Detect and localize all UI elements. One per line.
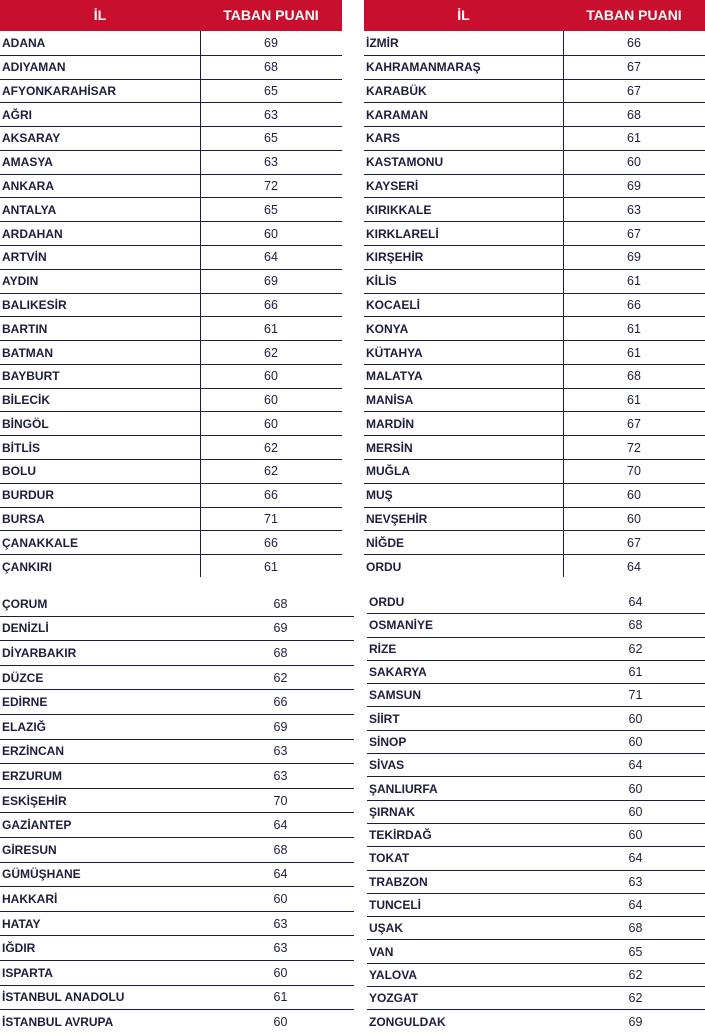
province-name: MUŞ [366, 488, 393, 503]
base-score: 72 [264, 179, 278, 194]
table-row [0, 1010, 354, 1035]
table-row [0, 294, 342, 318]
province-name: ÇANKIRI [2, 560, 52, 575]
table-row [364, 317, 705, 341]
base-score: 61 [627, 131, 641, 146]
base-score: 63 [628, 874, 643, 889]
base-score: 61 [273, 990, 288, 1005]
table-row [364, 531, 705, 555]
base-score: 60 [273, 1015, 288, 1030]
base-score: 61 [264, 560, 278, 575]
table-row [367, 1010, 705, 1033]
province-name: ERZİNCAN [2, 744, 64, 759]
table-row [367, 684, 705, 707]
base-score: 63 [264, 155, 278, 170]
base-score: 69 [264, 274, 278, 289]
table-row [0, 484, 342, 508]
province-name: KAHRAMANMARAŞ [366, 60, 481, 75]
table-row [367, 708, 705, 731]
province-name: IĞDIR [2, 941, 36, 956]
province-name: KOCAELİ [366, 297, 420, 312]
base-score: 67 [627, 416, 641, 431]
table-row [0, 151, 342, 175]
table-row [367, 614, 705, 637]
table-row [364, 365, 705, 389]
province-name: ÇANAKKALE [2, 535, 78, 550]
table-row [367, 591, 705, 614]
province-name: ERZURUM [2, 768, 62, 783]
table-row [0, 103, 342, 127]
table-bottom-right [367, 591, 705, 1033]
table-row [367, 871, 705, 894]
base-score: 60 [264, 416, 278, 431]
province-name: YALOVA [369, 967, 418, 982]
base-score: 61 [628, 665, 643, 680]
base-score: 61 [627, 321, 641, 336]
table-row [364, 412, 705, 436]
base-score: 63 [273, 941, 288, 956]
base-score: 70 [273, 793, 288, 808]
province-name: SAKARYA [369, 665, 427, 680]
base-score: 65 [264, 131, 278, 146]
table-row [364, 175, 705, 199]
base-score: 60 [628, 828, 643, 843]
base-score: 70 [627, 464, 641, 479]
table-row [367, 754, 705, 777]
base-score: 62 [264, 464, 278, 479]
table-row [0, 317, 342, 341]
province-name: BİLECİK [2, 393, 50, 408]
table-row [367, 894, 705, 917]
province-name: ADIYAMAN [2, 60, 66, 75]
base-score: 66 [627, 36, 641, 51]
base-score: 63 [273, 744, 288, 759]
table-row [0, 764, 354, 789]
base-score: 66 [264, 297, 278, 312]
header-taban-puani: TABAN PUANI [586, 7, 682, 23]
table-row [364, 508, 705, 532]
base-score: 67 [627, 535, 641, 550]
province-name: MARDİN [366, 416, 414, 431]
base-score: 63 [627, 202, 641, 217]
base-score: 66 [264, 488, 278, 503]
table-row [364, 32, 705, 56]
table-row [0, 740, 354, 765]
province-name: ZONGULDAK [369, 1015, 446, 1030]
province-name: EDİRNE [2, 695, 48, 710]
province-name: OSMANİYE [369, 618, 434, 633]
province-name: BARTIN [2, 321, 48, 336]
table-row [367, 661, 705, 684]
province-name: RİZE [369, 641, 397, 656]
table-bottom-left [0, 592, 354, 1033]
table-row [367, 824, 705, 847]
base-score: 62 [628, 991, 643, 1006]
table-row [0, 127, 342, 151]
base-score: 64 [264, 250, 278, 265]
province-name: KAYSERİ [366, 179, 419, 194]
base-score: 64 [628, 898, 643, 913]
province-name: SAMSUN [369, 688, 422, 703]
province-name: GİRESUN [2, 842, 57, 857]
province-name: İSTANBUL ANADOLU [2, 990, 125, 1005]
province-name: VAN [369, 944, 394, 959]
table-row [367, 638, 705, 661]
province-name: KARABÜK [366, 83, 427, 98]
province-name: BATMAN [2, 345, 54, 360]
base-score: 64 [627, 560, 641, 575]
table-row [0, 460, 342, 484]
base-score: 62 [273, 670, 288, 685]
base-score: 64 [628, 758, 643, 773]
province-name: DÜZCE [2, 670, 44, 685]
table-row [0, 412, 342, 436]
province-name: AYDIN [2, 274, 39, 289]
table-row [364, 294, 705, 318]
base-score: 64 [273, 867, 288, 882]
base-score: 71 [628, 688, 643, 703]
base-score: 68 [273, 596, 288, 611]
table-row [0, 365, 342, 389]
province-name: MANİSA [366, 393, 414, 408]
table-row [367, 731, 705, 754]
province-name: TRABZON [369, 874, 428, 889]
table-row [0, 912, 354, 937]
table-row [0, 555, 342, 579]
base-score: 60 [628, 804, 643, 819]
province-name: KONYA [366, 321, 409, 336]
province-name: ANKARA [2, 179, 54, 194]
table-row [364, 460, 705, 484]
province-name: AFYONKARAHİSAR [2, 83, 116, 98]
province-name: ORDU [366, 560, 402, 575]
table-row [0, 690, 354, 715]
province-name: SİVAS [369, 758, 405, 773]
table-top-right [364, 0, 705, 579]
table-row [0, 531, 342, 555]
base-score: 63 [273, 768, 288, 783]
table-row [364, 198, 705, 222]
base-score: 68 [273, 645, 288, 660]
base-score: 66 [264, 535, 278, 550]
province-name: BİTLİS [2, 440, 40, 455]
base-score: 65 [264, 83, 278, 98]
province-name: AMASYA [2, 155, 53, 170]
province-name: ESKİŞEHİR [2, 793, 67, 808]
province-name: İZMİR [366, 36, 399, 51]
base-score: 62 [264, 440, 278, 455]
province-name: BİNGÖL [2, 416, 49, 431]
province-name: BAYBURT [2, 369, 60, 384]
province-name: TEKİRDAĞ [369, 828, 432, 843]
province-name: ŞANLIURFA [369, 781, 438, 796]
province-name: SİİRT [369, 711, 400, 726]
base-score: 60 [264, 226, 278, 241]
province-name: GÜMÜŞHANE [2, 867, 81, 882]
table-row [0, 641, 354, 666]
table-row [0, 32, 342, 56]
base-score: 63 [273, 916, 288, 931]
base-score: 60 [627, 155, 641, 170]
base-score: 68 [627, 107, 641, 122]
province-name: KIRIKKALE [366, 202, 432, 217]
province-name: YOZGAT [369, 991, 419, 1006]
province-name: ADANA [2, 36, 46, 51]
table-row [364, 484, 705, 508]
base-score: 69 [273, 719, 288, 734]
base-score: 69 [627, 179, 641, 194]
province-name: NİĞDE [366, 535, 405, 550]
table-row [364, 436, 705, 460]
base-score: 66 [627, 297, 641, 312]
base-score: 67 [627, 83, 641, 98]
header-il: İL [457, 7, 470, 23]
table-row [364, 555, 705, 579]
base-score: 62 [628, 641, 643, 656]
province-name: KİLİS [366, 274, 397, 289]
base-score: 60 [628, 711, 643, 726]
base-score: 61 [627, 393, 641, 408]
province-name: ELAZIĞ [2, 719, 46, 734]
base-score: 61 [264, 321, 278, 336]
table-row [367, 941, 705, 964]
table-row [367, 847, 705, 870]
table-row [0, 936, 354, 961]
base-score: 68 [273, 842, 288, 857]
base-score: 65 [264, 202, 278, 217]
province-name: GAZİANTEP [2, 818, 72, 833]
base-score: 71 [264, 511, 278, 526]
base-score: 60 [273, 891, 288, 906]
table-row [364, 103, 705, 127]
province-name: ARDAHAN [2, 226, 63, 241]
table-row [0, 389, 342, 413]
province-name: TOKAT [369, 851, 410, 866]
base-score: 66 [273, 695, 288, 710]
base-score: 60 [273, 965, 288, 980]
table-row [0, 175, 342, 199]
header-il: İL [93, 7, 107, 23]
base-score: 72 [627, 440, 641, 455]
base-score: 60 [264, 369, 278, 384]
table-row [0, 715, 354, 740]
base-score: 68 [264, 60, 278, 75]
base-score: 60 [627, 488, 641, 503]
province-name: KÜTAHYA [366, 345, 423, 360]
table-row [0, 246, 342, 270]
table-row [364, 80, 705, 104]
table-row [0, 270, 342, 294]
table-row [0, 508, 342, 532]
base-score: 69 [628, 1015, 643, 1030]
table-row [367, 801, 705, 824]
table-row [364, 341, 705, 365]
province-name: AKSARAY [2, 131, 61, 146]
base-score: 68 [628, 618, 643, 633]
base-score: 62 [628, 967, 643, 982]
table-row [364, 246, 705, 270]
province-name: ANTALYA [2, 202, 57, 217]
table-top-left [0, 0, 342, 579]
base-score: 64 [628, 595, 643, 610]
province-name: ŞIRNAK [369, 804, 416, 819]
table-row [367, 987, 705, 1010]
table-row [0, 80, 342, 104]
table-row [364, 56, 705, 80]
header-taban-puani: TABAN PUANI [223, 7, 319, 23]
table-header [364, 0, 705, 31]
province-name: KASTAMONU [366, 155, 444, 170]
province-name: KARAMAN [366, 107, 428, 122]
province-name: ISPARTA [2, 965, 53, 980]
province-name: HAKKARİ [2, 891, 58, 906]
province-name: İSTANBUL AVRUPA [2, 1015, 114, 1030]
base-score: 67 [627, 60, 641, 75]
table-row [0, 341, 342, 365]
table-row [364, 127, 705, 151]
table-row [0, 222, 342, 246]
base-score: 67 [627, 226, 641, 241]
base-score: 64 [628, 851, 643, 866]
table-header [0, 0, 342, 31]
province-name: BOLU [2, 464, 36, 479]
base-score: 62 [264, 345, 278, 360]
province-name: HATAY [2, 916, 41, 931]
province-name: NEVŞEHİR [366, 511, 428, 526]
table-row [0, 887, 354, 912]
province-name: TUNCELİ [369, 898, 421, 913]
province-name: KIRKLARELİ [366, 226, 439, 241]
province-name: AĞRI [2, 107, 32, 122]
base-score: 69 [264, 36, 278, 51]
base-score: 60 [627, 511, 641, 526]
base-score: 69 [627, 250, 641, 265]
province-name: ARTVİN [2, 250, 47, 265]
table-row [0, 592, 354, 617]
table-row [0, 813, 354, 838]
table-row [0, 789, 354, 814]
province-name: DENİZLİ [2, 621, 49, 636]
table-row [0, 838, 354, 863]
base-score: 68 [628, 921, 643, 936]
table-row [0, 617, 354, 642]
table-row [0, 436, 342, 460]
table-row [364, 270, 705, 294]
base-score: 60 [264, 393, 278, 408]
table-row [367, 964, 705, 987]
table-row [0, 666, 354, 691]
province-name: ÇORUM [2, 596, 48, 611]
province-name: SİNOP [369, 734, 407, 749]
province-name: MALATYA [366, 369, 423, 384]
province-name: DİYARBAKIR [2, 645, 77, 660]
table-row [367, 777, 705, 800]
table-row [0, 198, 342, 222]
province-name: ORDU [369, 595, 405, 610]
base-score: 61 [627, 274, 641, 289]
province-name: BALIKESİR [2, 297, 67, 312]
province-name: BURSA [2, 511, 45, 526]
province-name: KIRŞEHİR [366, 250, 424, 265]
base-score: 64 [273, 818, 288, 833]
province-name: UŞAK [369, 921, 404, 936]
table-row [364, 151, 705, 175]
province-name: BURDUR [2, 488, 54, 503]
table-row [0, 56, 342, 80]
base-score: 60 [628, 734, 643, 749]
base-score: 63 [264, 107, 278, 122]
province-name: MUĞLA [366, 464, 410, 479]
base-score: 65 [628, 944, 643, 959]
table-row [0, 986, 354, 1011]
base-score: 61 [627, 345, 641, 360]
table-row [367, 917, 705, 940]
table-row [364, 222, 705, 246]
base-score: 60 [628, 781, 643, 796]
base-score: 69 [273, 621, 288, 636]
table-row [0, 961, 354, 986]
base-score: 68 [627, 369, 641, 384]
province-name: MERSİN [366, 440, 413, 455]
table-row [364, 389, 705, 413]
province-name: KARS [366, 131, 401, 146]
table-row [0, 863, 354, 888]
